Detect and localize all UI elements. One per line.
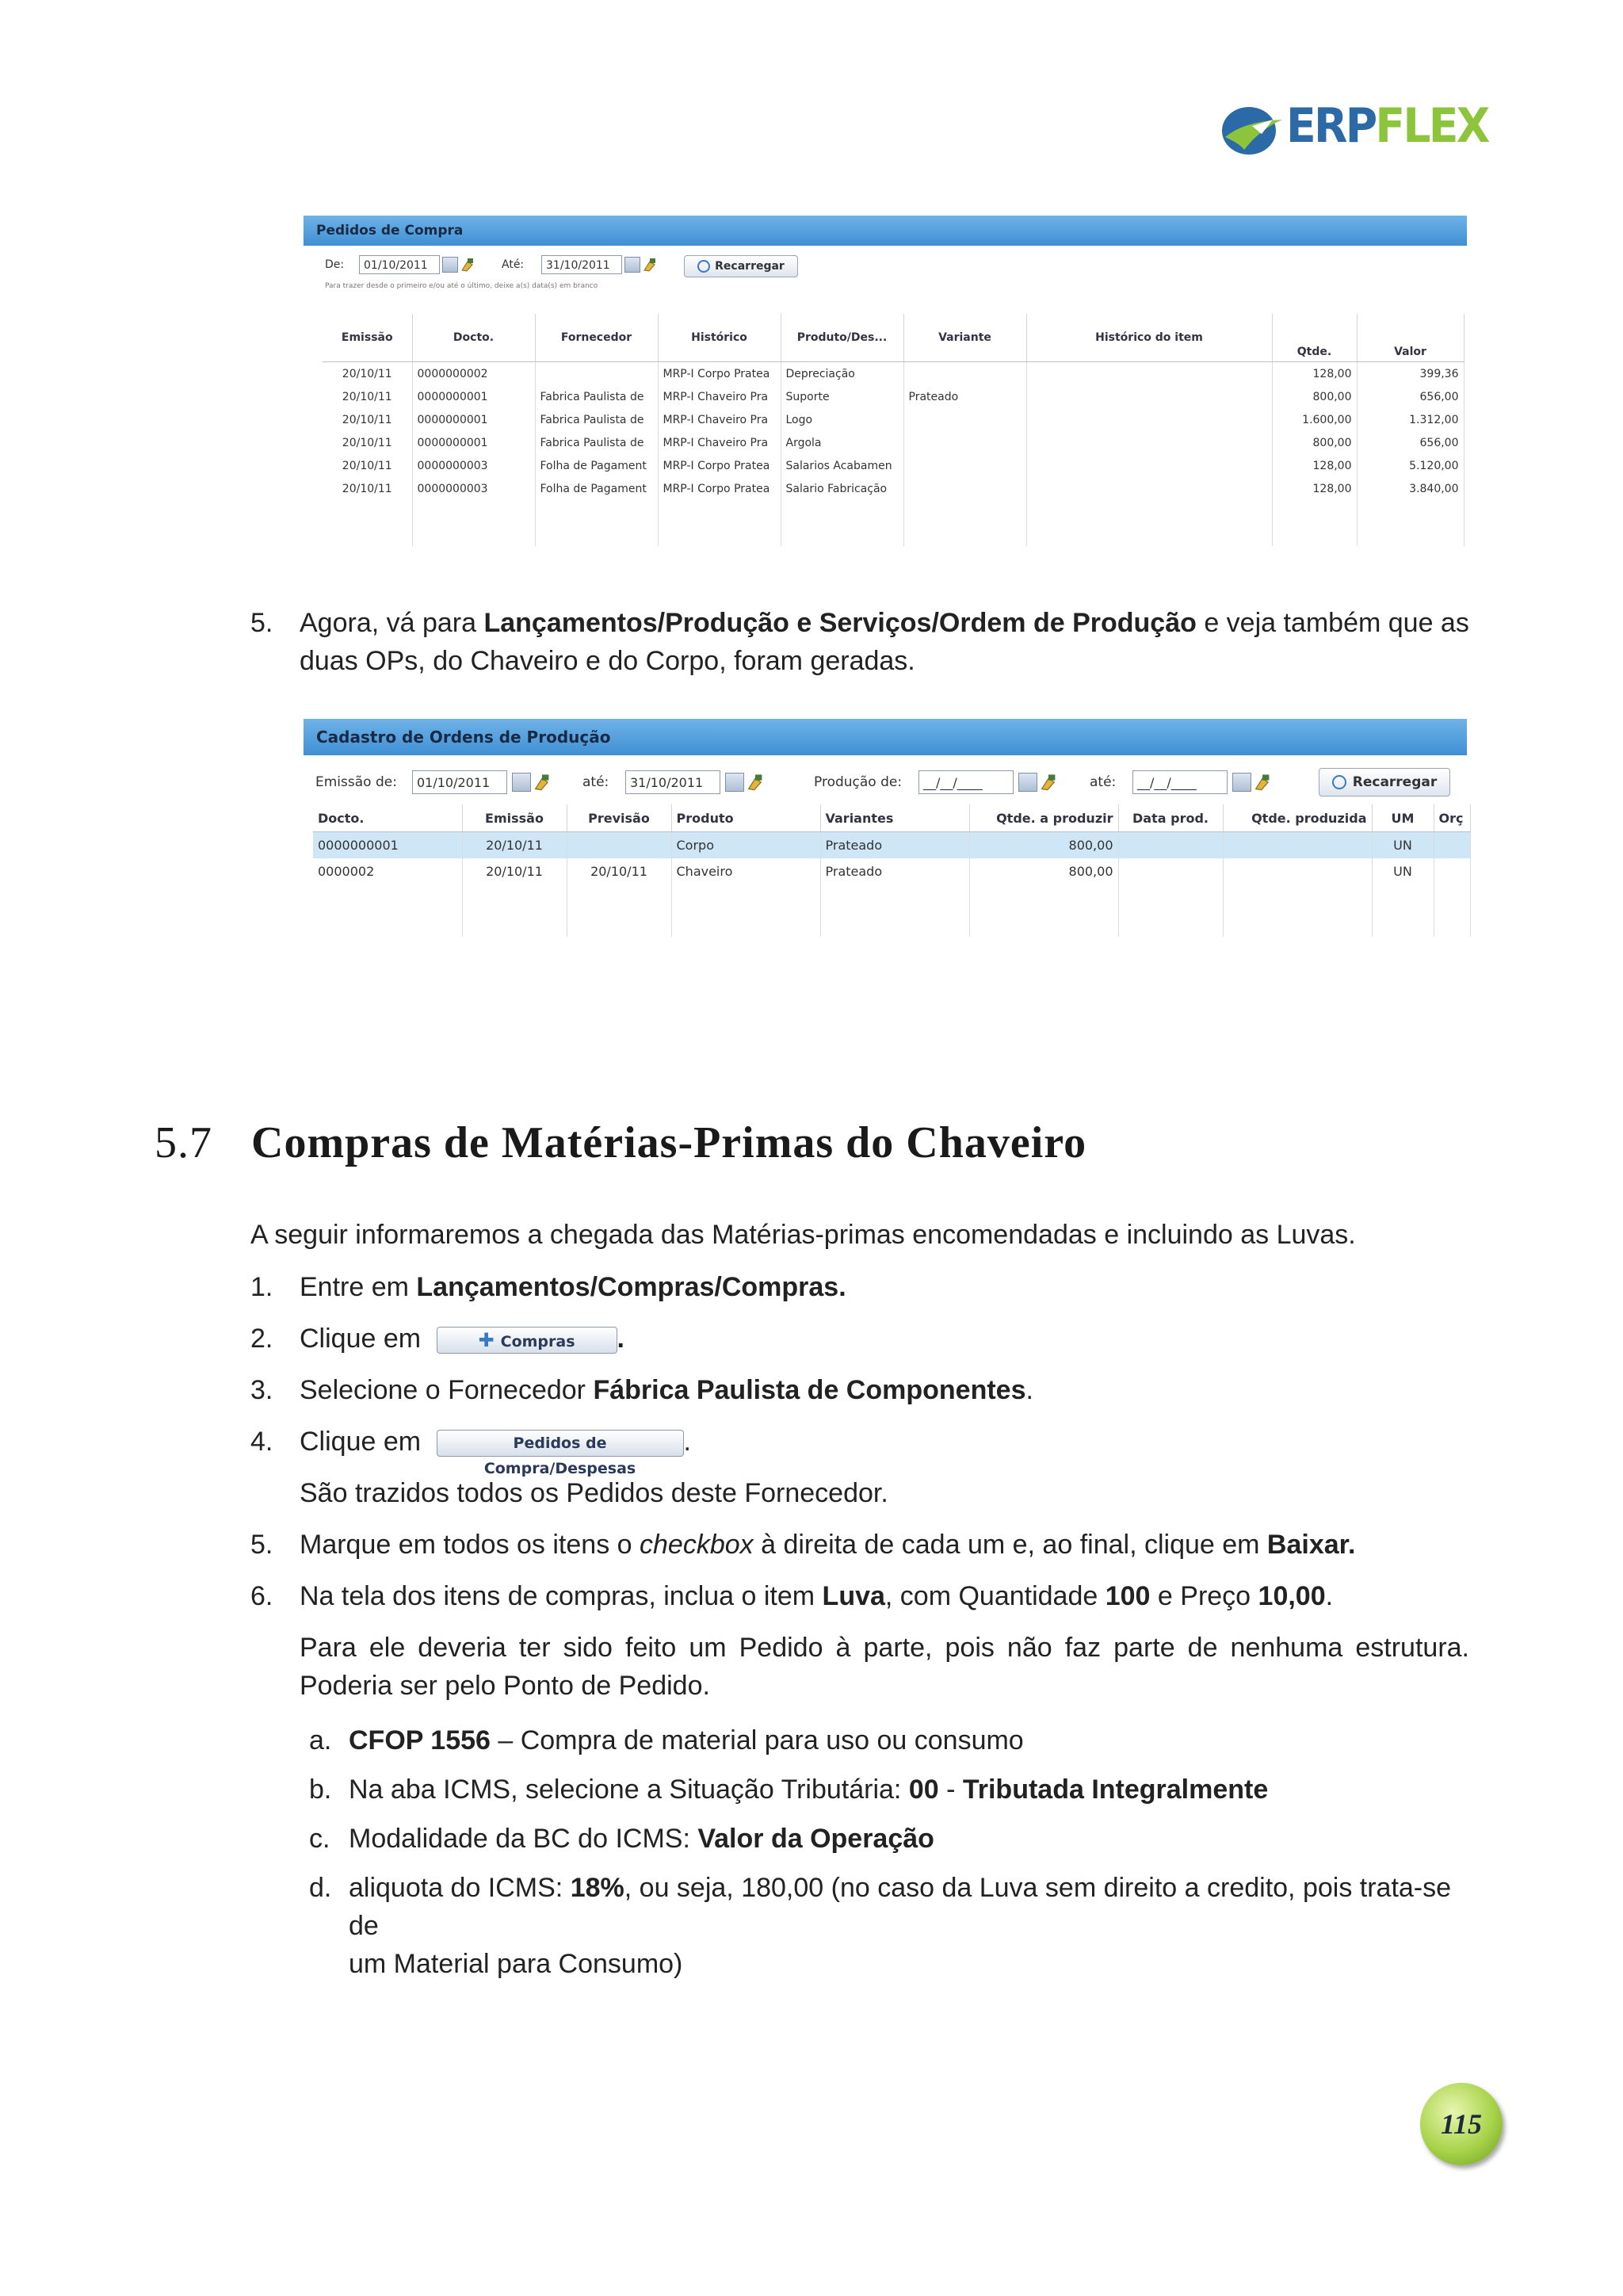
cell — [903, 408, 1026, 431]
situacao-code: 00 — [908, 1775, 939, 1805]
cell: 800,00 — [1272, 385, 1357, 408]
text: . — [1025, 1375, 1033, 1405]
pedidos-compra-despesas-button[interactable]: Pedidos de Compra/Despesas — [437, 1430, 684, 1457]
cell — [1026, 362, 1272, 386]
column-header[interactable]: Qtde. a produzir — [969, 804, 1118, 832]
column-header[interactable]: UM — [1372, 804, 1434, 832]
compras-button[interactable] — [437, 1327, 617, 1354]
sub-d-text — [349, 1869, 1474, 1983]
cell: Fabrica Paulista de — [535, 431, 658, 454]
producao-from-field[interactable]: __/__/____ — [918, 770, 1014, 794]
cell: Prateado — [903, 385, 1026, 408]
column-header[interactable]: Emissão — [462, 804, 567, 832]
cell: 20/10/11 — [323, 477, 412, 500]
text: Na tela dos itens de compras, inclua o item — [300, 1581, 823, 1611]
logo-text-erp: ERP — [1286, 98, 1376, 154]
sub-b-text — [349, 1771, 1268, 1809]
cell: Salario Fabricação — [781, 477, 903, 500]
step-number: 5. — [250, 608, 273, 638]
cell: 128,00 — [1272, 454, 1357, 477]
aliquota-value: 18% — [570, 1873, 624, 1903]
text: à direita de cada um e, ao final, clique em — [753, 1530, 1267, 1560]
column-header[interactable]: Docto. — [412, 314, 535, 362]
cell — [903, 362, 1026, 386]
cell: 0000000002 — [412, 362, 535, 386]
column-header[interactable]: Variantes — [820, 804, 969, 832]
text: Agora, vá para — [300, 608, 484, 638]
column-header[interactable]: Histórico do item — [1026, 314, 1272, 362]
quantity: 100 — [1105, 1581, 1151, 1611]
pedidos-table — [323, 314, 1465, 546]
cell: 656,00 — [1357, 431, 1464, 454]
refresh-icon — [697, 260, 710, 273]
column-header[interactable]: Histórico — [658, 314, 781, 362]
cell: Chaveiro — [671, 858, 820, 884]
reload-label: Recarregar — [1352, 774, 1438, 790]
cell — [903, 477, 1026, 500]
clear-brush-icon[interactable] — [533, 773, 552, 792]
cell: 20/10/11 — [323, 362, 412, 386]
cell: Fabrica Paulista de — [535, 408, 658, 431]
table-row[interactable] — [313, 832, 1470, 859]
erpflex-logo — [1220, 98, 1488, 162]
calendar-icon[interactable] — [1232, 773, 1251, 792]
cell: Corpo — [671, 832, 820, 859]
cell: Logo — [781, 408, 903, 431]
item-name: Luva — [822, 1581, 885, 1611]
price: 10,00 — [1258, 1581, 1326, 1611]
step-4-text — [300, 1423, 691, 1478]
cell — [1026, 431, 1272, 454]
date-to-field[interactable]: 31/10/2011 — [541, 255, 622, 274]
table-header-row — [323, 314, 1464, 362]
table-row-empty — [313, 884, 1470, 911]
cell: 3.840,00 — [1357, 477, 1464, 500]
table-row[interactable] — [313, 858, 1470, 884]
filter-bar — [304, 246, 1467, 298]
section-number: 5.7 — [155, 1118, 212, 1167]
text: Selecione o Fornecedor — [300, 1375, 594, 1405]
step-number: 2. — [250, 1324, 273, 1354]
step-2-text — [300, 1320, 624, 1358]
cfop-code: CFOP 1556 — [349, 1725, 491, 1755]
text: . — [683, 1427, 691, 1457]
cell: Folha de Pagament — [535, 454, 658, 477]
clear-brush-icon[interactable] — [746, 773, 765, 792]
calendar-icon[interactable] — [1018, 773, 1037, 792]
step-number: 6. — [250, 1581, 273, 1611]
section-heading — [155, 1117, 1086, 1168]
sub-letter: c. — [309, 1824, 330, 1854]
column-header[interactable]: Emissão — [323, 314, 412, 362]
cell: 0000000001 — [412, 431, 535, 454]
cell: UN — [1372, 858, 1434, 884]
refresh-icon — [1332, 775, 1346, 789]
text: aliquota do ICMS: — [349, 1873, 571, 1903]
text: Clique em — [300, 1324, 422, 1354]
ordens-table — [313, 804, 1471, 937]
producao-to-field[interactable]: __/__/____ — [1132, 770, 1228, 794]
column-header[interactable]: Orç — [1434, 804, 1470, 832]
cell: 20/10/11 — [323, 408, 412, 431]
step-6-note-line2: Poderia ser pelo Ponto de Pedido. — [300, 1671, 710, 1701]
text: e Preço — [1150, 1581, 1258, 1611]
clear-brush-icon[interactable] — [642, 257, 658, 273]
reload-button[interactable] — [1319, 768, 1450, 797]
cell: 656,00 — [1357, 385, 1464, 408]
cell: Salarios Acabamen — [781, 454, 903, 477]
step-number: 5. — [250, 1530, 273, 1560]
clear-brush-icon[interactable] — [460, 257, 475, 273]
column-header[interactable]: Qtde. produzida — [1223, 804, 1372, 832]
cell: Fabrica Paulista de — [535, 385, 658, 408]
text: Marque em todos os itens o — [300, 1530, 640, 1560]
pedidos-compra-window — [304, 216, 1467, 547]
cell: 800,00 — [1272, 431, 1357, 454]
cell: Suporte — [781, 385, 903, 408]
cell: 0000002 — [313, 858, 462, 884]
text: – Compra de material para uso ou consumo — [490, 1725, 1024, 1755]
cell: 0000000001 — [412, 408, 535, 431]
step-6-note-line1: Para ele deveria ter sido feito um Pedido à parte, pois não faz parte de nenhuma estrutura. — [300, 1633, 1469, 1663]
step-6-text — [300, 1577, 1333, 1615]
filter-bar — [304, 755, 1467, 811]
text: . — [1325, 1581, 1334, 1611]
cell: MRP-I Corpo Pratea — [658, 454, 781, 477]
window-title: Pedidos de Compra — [304, 216, 1467, 246]
cell — [1434, 832, 1470, 859]
table-row[interactable] — [323, 385, 1464, 408]
cell: 5.120,00 — [1357, 454, 1464, 477]
de-label: De: — [325, 258, 345, 271]
cell: 20/10/11 — [567, 858, 671, 884]
checkbox-term: checkbox — [640, 1530, 754, 1560]
cell: 128,00 — [1272, 477, 1357, 500]
ordens-producao-window — [304, 719, 1467, 957]
cell: Argola — [781, 431, 903, 454]
reload-button[interactable] — [684, 255, 798, 277]
cell — [1026, 385, 1272, 408]
cell — [1026, 477, 1272, 500]
cell: 20/10/11 — [323, 454, 412, 477]
column-header[interactable]: Qtde. — [1272, 314, 1357, 362]
calendar-icon[interactable] — [512, 773, 531, 792]
cell: UN — [1372, 832, 1434, 859]
step-5b-text — [300, 1526, 1355, 1564]
cell — [567, 832, 671, 859]
step-5-text — [300, 604, 1472, 680]
cell: 20/10/11 — [462, 832, 567, 859]
cell: MRP-I Corpo Pratea — [658, 477, 781, 500]
cell — [903, 454, 1026, 477]
step-number: 1. — [250, 1272, 273, 1302]
sub-letter: a. — [309, 1725, 332, 1755]
cell — [903, 431, 1026, 454]
logo-text-flex: FLEX — [1375, 98, 1488, 154]
cell: 1.312,00 — [1357, 408, 1464, 431]
cell — [1434, 858, 1470, 884]
cell — [1223, 832, 1372, 859]
table-row-empty — [323, 523, 1464, 546]
cell: MRP-I Chaveiro Pra — [658, 385, 781, 408]
text: - — [938, 1775, 963, 1805]
calendar-icon[interactable] — [725, 773, 744, 792]
column-header[interactable]: Valor — [1357, 314, 1464, 362]
text: duas OPs, do Chaveiro e do Corpo, foram geradas. — [300, 646, 915, 676]
table-row[interactable] — [323, 477, 1464, 500]
cell — [535, 362, 658, 386]
text: , ou seja, 180,00 (no caso da Luva sem direito a credito, pois trata-se de — [349, 1873, 1452, 1941]
calendar-icon[interactable] — [442, 257, 458, 273]
step-4-note: São trazidos todos os Pedidos deste Fornecedor. — [300, 1478, 888, 1508]
plus-icon: ✚ — [478, 1329, 495, 1352]
text: um Material para Consumo) — [349, 1949, 683, 1979]
column-header[interactable]: Variante — [903, 314, 1026, 362]
emissao-label: Emissão de: — [315, 774, 397, 790]
cell: MRP-I Chaveiro Pra — [658, 431, 781, 454]
menu-path: Lançamentos/Produção e Serviços/Ordem de Produção — [483, 608, 1197, 638]
window-title: Cadastro de Ordens de Produção — [304, 719, 1467, 755]
cell: 800,00 — [969, 832, 1118, 859]
cell: 128,00 — [1272, 362, 1357, 386]
situacao-name: Tributada Integralmente — [962, 1775, 1269, 1805]
sub-letter: d. — [309, 1873, 332, 1903]
supplier-name: Fábrica Paulista de Componentes — [593, 1375, 1026, 1405]
text: . — [617, 1324, 624, 1354]
emissao-from-field[interactable]: 01/10/2011 — [412, 770, 507, 794]
cell: MRP-I Chaveiro Pra — [658, 408, 781, 431]
cell: 800,00 — [969, 858, 1118, 884]
column-header[interactable]: Docto. — [313, 804, 462, 832]
cell — [1026, 408, 1272, 431]
menu-path: Lançamentos/Compras/Compras. — [416, 1272, 846, 1302]
table-row-empty — [323, 500, 1464, 523]
calendar-icon[interactable] — [624, 257, 640, 273]
cell: 20/10/11 — [323, 431, 412, 454]
text: e veja também que as — [1196, 608, 1469, 638]
logo-swoosh-icon — [1220, 102, 1285, 158]
page-number-badge: 115 — [1420, 2083, 1503, 2165]
logo-text — [1286, 98, 1488, 154]
table-row[interactable] — [323, 408, 1464, 431]
step-3-text — [300, 1371, 1033, 1409]
column-header[interactable]: Previsão — [567, 804, 671, 832]
ate-label: Até: — [502, 258, 525, 271]
emissao-to-field[interactable]: 31/10/2011 — [625, 770, 720, 794]
column-header[interactable]: Data prod. — [1118, 804, 1223, 832]
table-row[interactable] — [323, 454, 1464, 477]
cell: 20/10/11 — [462, 858, 567, 884]
step-1-text — [300, 1268, 846, 1306]
cell — [1118, 832, 1223, 859]
baixar-term: Baixar. — [1266, 1530, 1356, 1560]
cell: 399,36 — [1357, 362, 1464, 386]
cell: Folha de Pagament — [535, 477, 658, 500]
cell: MRP-I Corpo Pratea — [658, 362, 781, 386]
column-header[interactable]: Produto — [671, 804, 820, 832]
cell: Prateado — [820, 832, 969, 859]
producao-label: Produção de: — [814, 774, 903, 790]
column-header[interactable]: Fornecedor — [535, 314, 658, 362]
cell: 0000000003 — [412, 477, 535, 500]
sub-c-text — [349, 1820, 934, 1858]
date-from-field[interactable]: 01/10/2011 — [359, 255, 440, 274]
table-row-empty — [313, 911, 1470, 937]
table-row[interactable] — [323, 362, 1464, 386]
ate2-label: até: — [1090, 774, 1117, 790]
step-number: 3. — [250, 1375, 273, 1405]
step-number: 4. — [250, 1427, 273, 1457]
intro-text: A seguir informaremos a chegada das Matérias-primas encomendadas e incluindo as Luvas. — [250, 1220, 1356, 1250]
cell: 20/10/11 — [323, 385, 412, 408]
cell: 1.600,00 — [1272, 408, 1357, 431]
clear-brush-icon[interactable] — [1253, 773, 1272, 792]
text: Na aba ICMS, selecione a Situação Tributária: — [349, 1775, 909, 1805]
modalidade-value: Valor da Operação — [697, 1824, 934, 1854]
reload-label: Recarregar — [715, 260, 785, 273]
column-header[interactable]: Produto/Des... — [781, 314, 903, 362]
table-header-row — [313, 804, 1470, 832]
sub-letter: b. — [309, 1775, 332, 1805]
cell: Depreciação — [781, 362, 903, 386]
cell — [1026, 454, 1272, 477]
text: Clique em — [300, 1427, 422, 1457]
text: Modalidade da BC do ICMS: — [349, 1824, 698, 1854]
date-hint: Para trazer desde o primeiro e/ou até o último, deixe a(s) data(s) em branco — [325, 282, 598, 290]
sub-a-text — [349, 1721, 1024, 1759]
clear-brush-icon[interactable] — [1039, 773, 1058, 792]
cell — [1118, 858, 1223, 884]
cell: 0000000003 — [412, 454, 535, 477]
section-title: Compras de Matérias-Primas do Chaveiro — [251, 1118, 1087, 1167]
text: , com Quantidade — [884, 1581, 1106, 1611]
cell — [1223, 858, 1372, 884]
ate-label: até: — [582, 774, 609, 790]
cell: 0000000001 — [412, 385, 535, 408]
text: Entre em — [300, 1272, 417, 1302]
cell: Prateado — [820, 858, 969, 884]
table-row[interactable] — [323, 431, 1464, 454]
cell: 0000000001 — [313, 832, 462, 859]
button-label: Compras — [500, 1333, 575, 1351]
